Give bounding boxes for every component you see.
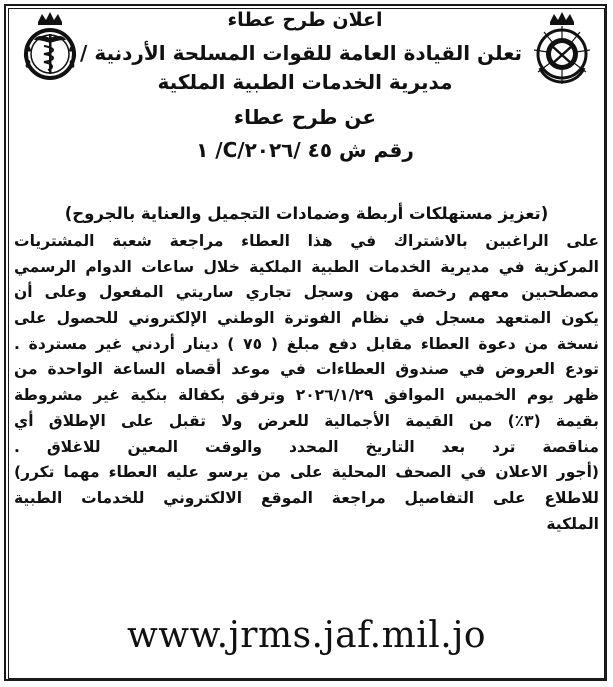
body-line: (أجور الاعلان في الصحف المحلية على من يرسو عليه العطاء مهما تكرر) [14,463,599,482]
body-line: نسخة من دعوة العطاء مقابل دفع مبلغ ( ٧٥ ) دينار أردني غير مستردة . [14,334,599,353]
body-line: مناقصة ترد بعد التاريخ المحدد والوقت المعين للاغلاق . [14,437,599,456]
about-tender: عن طرح عطاء [233,104,377,129]
announcement-header [80,8,522,162]
armed-forces-emblem-icon [526,10,598,88]
body-line: تودع العروض في صندوق العطاءات في موعد أقصاه الساعة الواحدة من [14,360,599,379]
body-line: يكون المتعهد مسجل في نظام الفوترة الوطني الإلكتروني للحصول على [14,309,599,328]
body-line: المركزية في مديرية الخدمات الطبية الملكية خلال ساعات الدوام الرسمي [14,257,599,276]
medical-services-emblem-icon [14,10,86,88]
body-line: الملكية [546,514,599,533]
issuer-line-2: مديرية الخدمات الطبية الملكية [157,69,453,94]
issuer-line-1: تعلن القيادة العامة للقوات المسلحة الأردنية / [80,40,522,65]
body-line: على الراغبين بالاشتراك في هذا العطاء مراجعة شعبة المشتريات [14,232,599,250]
announcement-body [14,229,599,537]
body-line: للاطلاع على التفاصيل مراجعة الموقع الالكتروني للخدمات الطبية [14,488,599,507]
body-line: ظهر يوم الخميس الموافق ٢٠٢٦/١/٢٩ وترفق بكفالة بنكية غير مشروطة [14,386,599,405]
tender-subject: (تعزيز مستهلكات أربطة وضمادات التجميل والعناية بالجروح) [64,204,549,223]
announcement-title: اعلان طرح عطاء [227,9,383,31]
website-url: www.jrms.jaf.mil.jo [126,615,487,656]
tender-number: رقم ش ٤٥ /٢٠٢٦/C/ ١ [196,137,414,162]
body-line: مصطحبين معهم رخصة مهن وسجل تجاري ساريتي المفعول وعلى أن [14,283,599,302]
body-line: بقيمة (٣٪) من القيمة الأجمالية للعرض ولا تقبل على الإطلاق أي [14,411,599,430]
